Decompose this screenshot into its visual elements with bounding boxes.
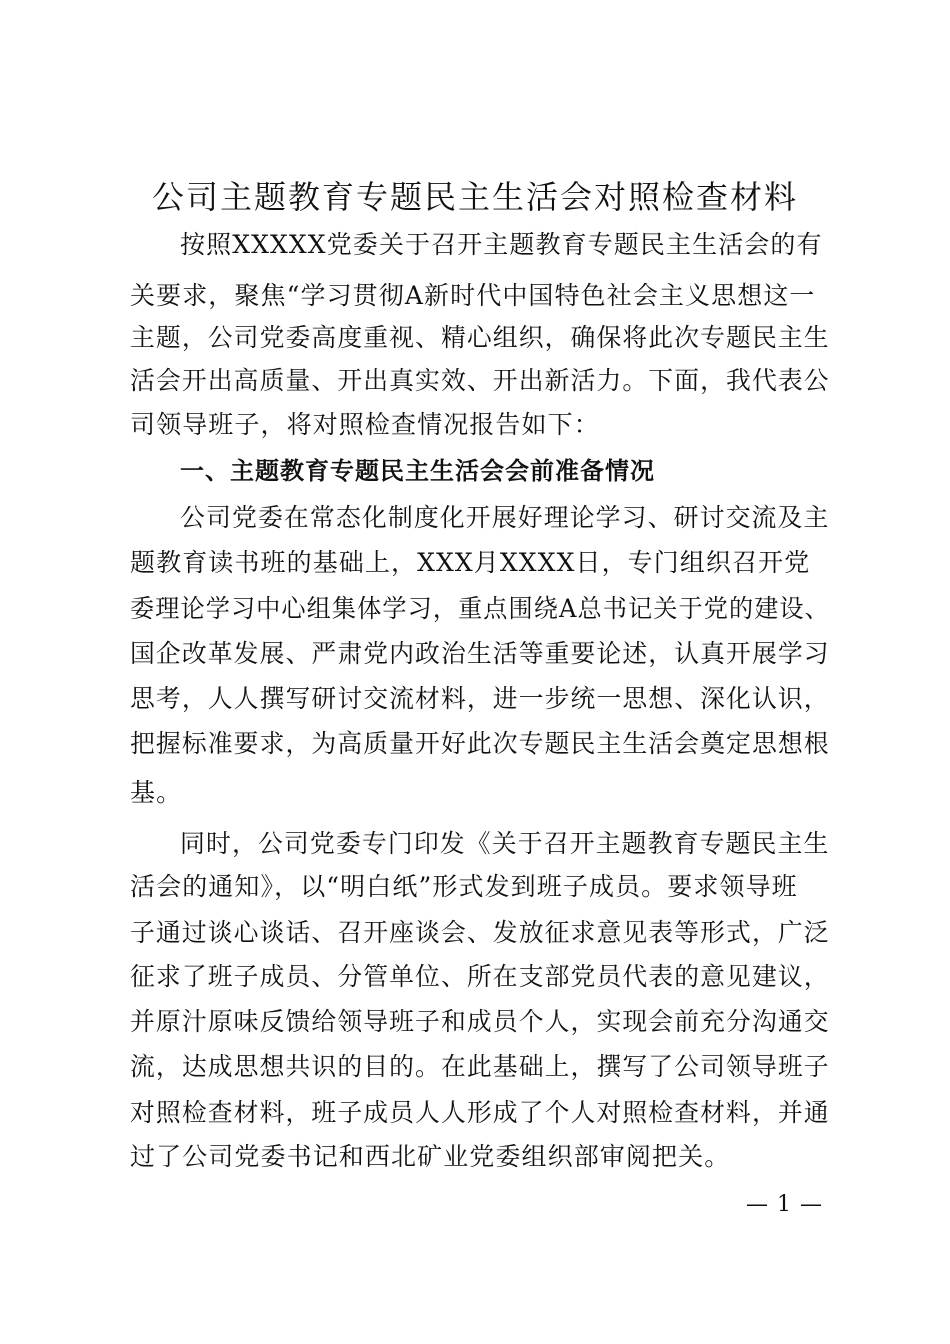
paragraph2-line: 思考，人人撰写研讨交流材料，进一步统一思想、深化认识， [130, 684, 830, 713]
paragraph2-line: 把握标准要求，为高质量开好此次专题民主生活会奠定思想根 [130, 729, 830, 758]
paragraph2-line: 基。 [130, 778, 183, 807]
paragraph2-line: 题教育读书班的基础上，XXX月XXXX日，专门组织召开党 [130, 548, 811, 577]
paragraph3-line: 征求了班子成员、分管单位、所在支部党员代表的意见建议， [130, 962, 830, 991]
paragraph3-line: 流，达成思想共识的目的。在此基础上，撰写了公司领导班子 [130, 1052, 830, 1081]
paragraph3-line: 过了公司党委书记和西北矿业党委组织部审阅把关。 [130, 1142, 731, 1171]
paragraph3-line: 并原汁原味反馈给领导班子和成员个人，实现会前充分沟通交 [130, 1007, 830, 1036]
document-title: 公司主题教育专题民主生活会对照检查材料 [151, 178, 798, 216]
section-heading: 一、主题教育专题民主生活会会前准备情况 [180, 457, 655, 485]
paragraph3-line: 同时，公司党委专门印发《关于召开主题教育专题民主生 [180, 829, 830, 858]
paragraph2-line: 国企改革发展、严肃党内政治生活等重要论述，认真开展学习 [130, 639, 830, 668]
paragraph2-line: 委理论学习中心组集体学习，重点围绕A总书记关于党的建设、 [130, 594, 830, 623]
paragraph1-line: 司领导班子，将对照检查情况报告如下： [130, 410, 600, 439]
paragraph3-line: 活会的通知》，以“明白纸”形式发到班子成员。要求领导班 [130, 872, 798, 901]
paragraph1-line: 按照XXXXX党委关于召开主题教育专题民主生活会的有 [180, 230, 823, 259]
page-number: — 1 — [746, 1192, 823, 1217]
paragraph1-line: 主题，公司党委高度重视、精心组织，确保将此次专题民主生 [130, 323, 830, 352]
paragraph3-line: 对照检查材料，班子成员人人形成了个人对照检查材料，并通 [130, 1098, 830, 1127]
paragraph1-line: 关要求，聚焦“学习贯彻A新时代中国特色社会主义思想这一 [130, 281, 816, 310]
paragraph1-line: 活会开出高质量、开出真实效、开出新活力。下面，我代表公 [130, 366, 830, 395]
paragraph2-line: 公司党委在常态化制度化开展好理论学习、研讨交流及主 [180, 503, 830, 532]
paragraph3-line: 子通过谈心谈话、召开座谈会、发放征求意见表等形式，广泛 [130, 918, 830, 947]
